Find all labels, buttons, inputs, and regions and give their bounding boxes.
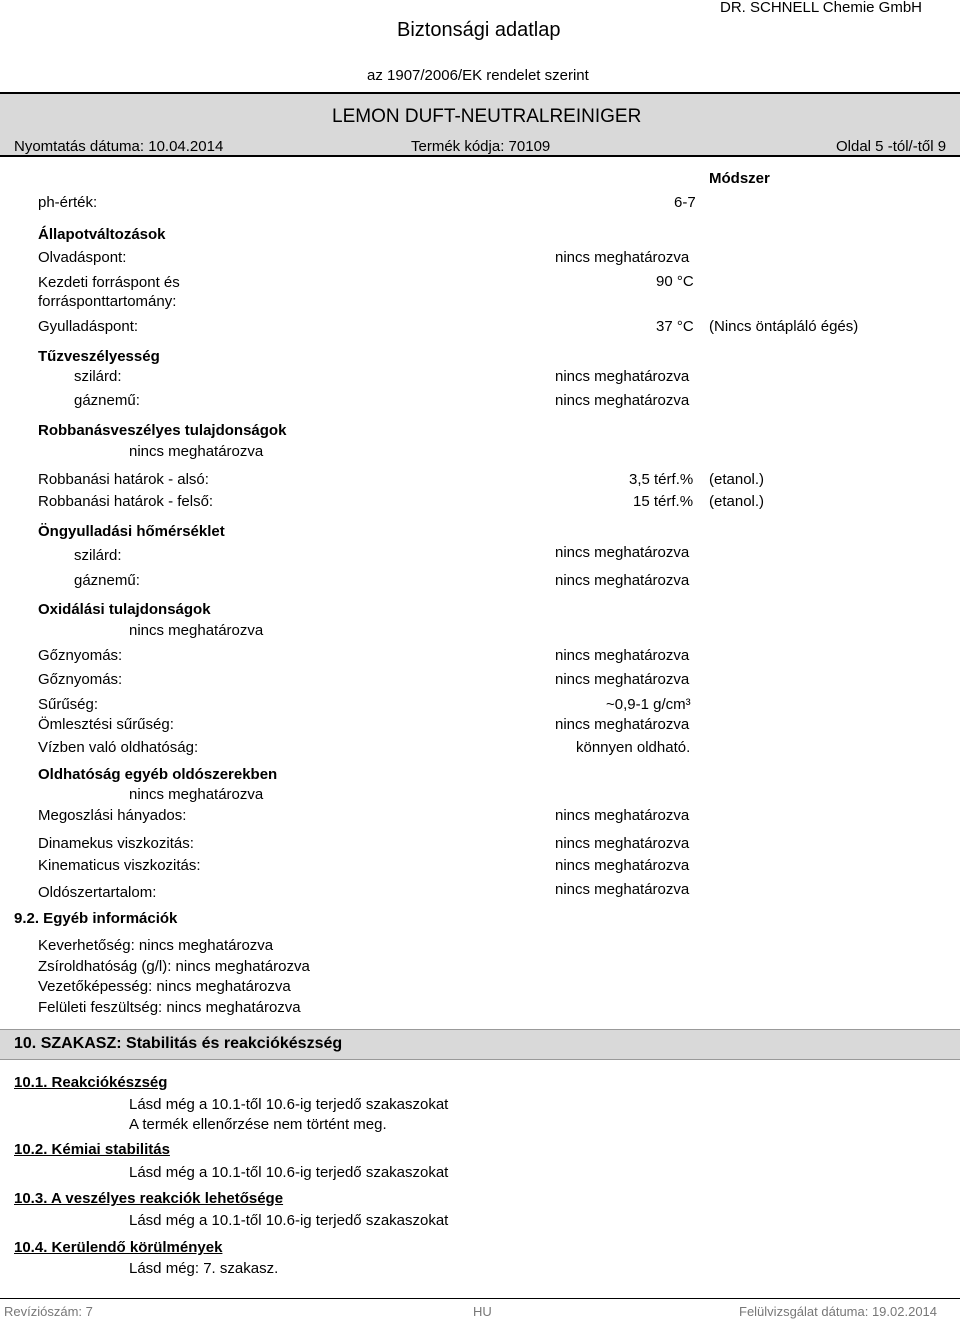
- other-info-heading: 9.2. Egyéb információk: [14, 910, 178, 927]
- product-code: Termék kódja: 70109: [411, 138, 551, 155]
- solvent-content-value: nincs meghatározva: [555, 881, 690, 898]
- section-10-3-line: Lásd még a 10.1-től 10.6-ig terjedő szakaszokat: [129, 1212, 449, 1229]
- footer-divider: [0, 1298, 960, 1299]
- other-info-line: Keverhetőség: nincs meghatározva: [38, 937, 274, 954]
- document-title: Biztonsági adatlap: [397, 19, 561, 41]
- section-10-1-line: Lásd még a 10.1-től 10.6-ig terjedő szakaszokat: [129, 1096, 449, 1113]
- expl-lower-label: Robbanási határok - alsó:: [38, 471, 209, 488]
- oxidizing-heading: Oxidálási tulajdonságok: [38, 601, 211, 618]
- states-heading: Állapotváltozások: [38, 226, 166, 243]
- page-number: Oldal 5 -tól/-től 9: [836, 138, 947, 155]
- other-solvents-value: nincs meghatározva: [129, 786, 264, 803]
- ph-label: ph-érték:: [38, 194, 98, 211]
- melting-label: Olvadáspont:: [38, 249, 127, 266]
- boiling-value: 90 °C: [656, 273, 694, 290]
- print-date: Nyomtatás dátuma: 10.04.2014: [14, 138, 224, 155]
- other-info-line: Zsíroldhatóság (g/l): nincs meghatározva: [38, 958, 310, 975]
- vapor-pressure-value-1: nincs meghatározva: [555, 647, 690, 664]
- dyn-visc-value: nincs meghatározva: [555, 835, 690, 852]
- product-name: LEMON DUFT-NEUTRALREINIGER: [332, 106, 642, 127]
- expl-upper-method: (etanol.): [709, 493, 765, 510]
- company-name: DR. SCHNELL Chemie GmbH: [720, 0, 922, 16]
- kin-visc-value: nincs meghatározva: [555, 857, 690, 874]
- explosive-heading: Robbanásveszélyes tulajdonságok: [38, 422, 287, 439]
- fire-heading: Tűzveszélyesség: [38, 348, 160, 365]
- water-solubility-label: Vízben való oldhatóság:: [38, 739, 199, 756]
- fire-solid-label: szilárd:: [74, 368, 122, 385]
- partition-label: Megoszlási hányados:: [38, 807, 187, 824]
- section-10-1-heading: 10.1. Reakciókészség: [14, 1074, 168, 1091]
- section-10-4-line: Lásd még: 7. szakasz.: [129, 1260, 279, 1277]
- expl-upper-value: 15 térf.%: [633, 493, 694, 510]
- review-date: Felülvizsgálat dátuma: 19.02.2014: [739, 1304, 938, 1319]
- section-10-1-line: A termék ellenőrzése nem történt meg.: [129, 1116, 387, 1133]
- section-10-4-heading: 10.4. Kerülendő körülmények: [14, 1239, 223, 1256]
- vapor-pressure-label-1: Gőznyomás:: [38, 647, 123, 664]
- water-solubility-value: könnyen oldható.: [576, 739, 691, 756]
- dyn-visc-label: Dinamekus viszkozitás:: [38, 835, 194, 852]
- fire-gas-label: gáznemű:: [74, 392, 140, 409]
- regulation-text: az 1907/2006/EK rendelet szerint: [367, 67, 589, 84]
- expl-lower-method: (etanol.): [709, 471, 765, 488]
- bulk-density-label: Ömlesztési sűrűség:: [38, 716, 174, 733]
- section-10-title: 10. SZAKASZ: Stabilitás és reakciókészség: [14, 1035, 343, 1052]
- method-column-header: Módszer: [709, 170, 770, 187]
- flash-value: 37 °C: [656, 318, 694, 335]
- section-10-3-heading: 10.3. A veszélyes reakciók lehetősége: [14, 1190, 284, 1207]
- vapor-pressure-label-2: Gőznyomás:: [38, 671, 123, 688]
- expl-upper-label: Robbanási határok - felső:: [38, 493, 214, 510]
- melting-value: nincs meghatározva: [555, 249, 690, 266]
- autoignition-solid-value: nincs meghatározva: [555, 544, 690, 561]
- bulk-density-value: nincs meghatározva: [555, 716, 690, 733]
- density-value: ~0,9-1 g/cm³: [606, 696, 691, 713]
- boiling-label-2: forrásponttartomány:: [38, 293, 177, 310]
- other-info-line: Felületi feszültség: nincs meghatározva: [38, 999, 301, 1016]
- section-10-2-line: Lásd még a 10.1-től 10.6-ig terjedő szakaszokat: [129, 1164, 449, 1181]
- partition-value: nincs meghatározva: [555, 807, 690, 824]
- expl-lower-value: 3,5 térf.%: [629, 471, 694, 488]
- section-10-2-heading: 10.2. Kémiai stabilitás: [14, 1141, 170, 1158]
- solvent-content-label: Oldószertartalom:: [38, 884, 157, 901]
- other-info-line: Vezetőképesség: nincs meghatározva: [38, 978, 291, 995]
- flash-method: (Nincs öntápláló égés): [709, 318, 859, 335]
- explosive-value: nincs meghatározva: [129, 443, 264, 460]
- boiling-label-1: Kezdeti forráspont és: [38, 274, 180, 291]
- autoignition-heading: Öngyulladási hőmérséklet: [38, 523, 225, 540]
- revision-number: Revíziószám: 7: [4, 1304, 93, 1319]
- other-solvents-heading: Oldhatóság egyéb oldószerekben: [38, 766, 278, 783]
- language-code: HU: [473, 1304, 492, 1319]
- kin-visc-label: Kinematicus viszkozitás:: [38, 857, 201, 874]
- oxidizing-value: nincs meghatározva: [129, 622, 264, 639]
- vapor-pressure-value-2: nincs meghatározva: [555, 671, 690, 688]
- density-label: Sűrűség:: [38, 696, 99, 713]
- flash-label: Gyulladáspont:: [38, 318, 139, 335]
- autoignition-solid-label: szilárd:: [74, 547, 122, 564]
- fire-solid-value: nincs meghatározva: [555, 368, 690, 385]
- fire-gas-value: nincs meghatározva: [555, 392, 690, 409]
- ph-value: 6-7: [674, 194, 696, 211]
- autoignition-gas-value: nincs meghatározva: [555, 572, 690, 589]
- autoignition-gas-label: gáznemű:: [74, 572, 140, 589]
